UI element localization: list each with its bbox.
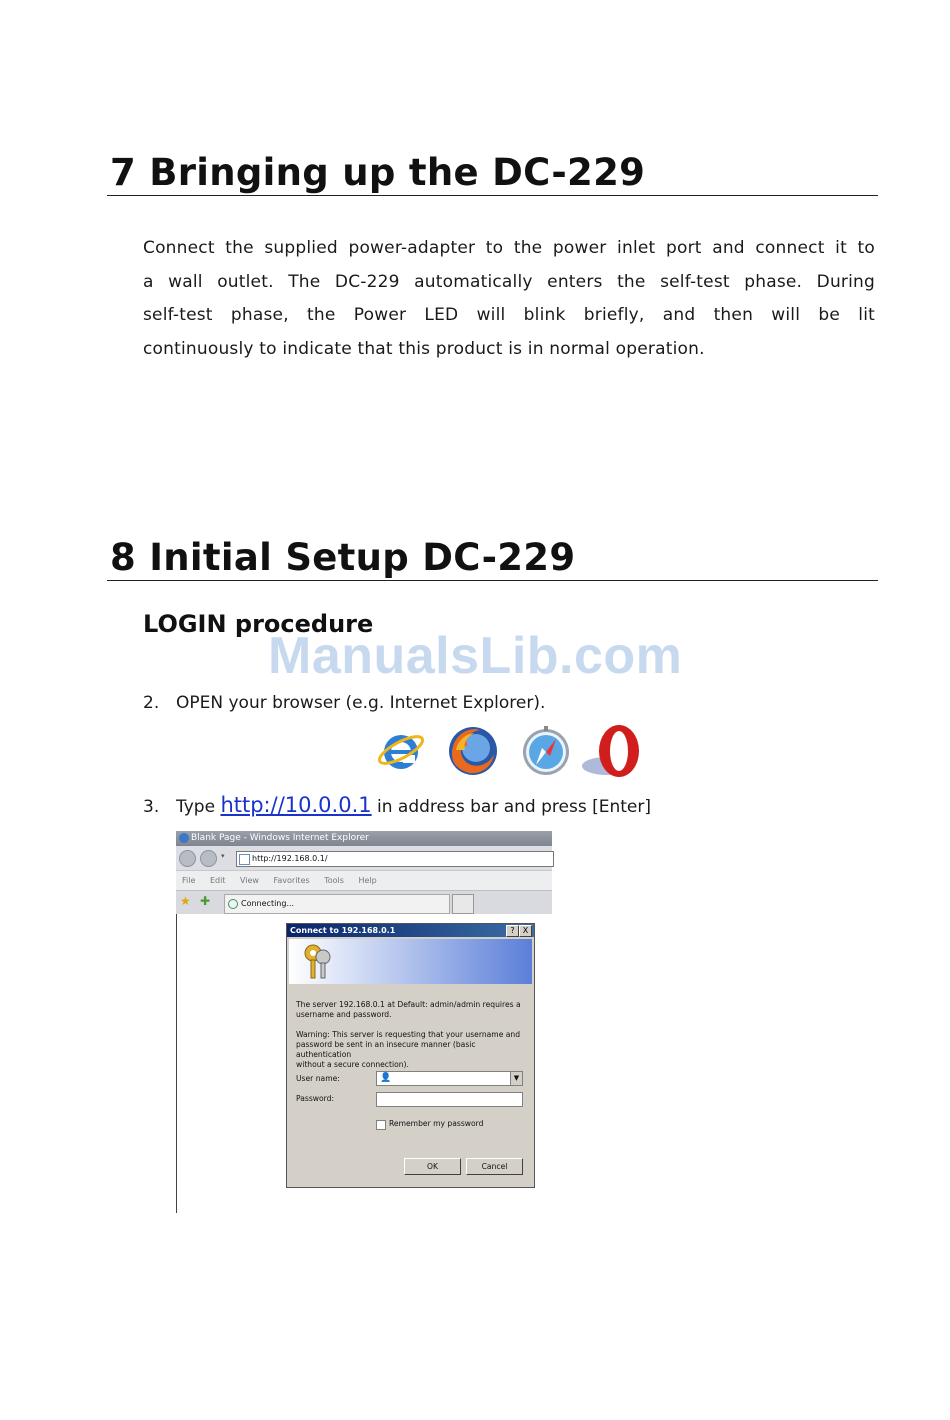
- add-favorite-icon[interactable]: ✚: [200, 894, 211, 908]
- router-address-link[interactable]: http://10.0.0.1: [220, 793, 372, 817]
- favorites-star-icon[interactable]: ★: [180, 894, 191, 908]
- paragraph-line: Connect the supplied power-adapter to the power inlet port and connect it to: [143, 238, 875, 258]
- remember-password-checkbox[interactable]: [376, 1120, 386, 1130]
- section-7-paragraph: [143, 232, 875, 367]
- history-dropdown-icon[interactable]: ▾: [221, 852, 225, 860]
- ok-button[interactable]: OK: [404, 1158, 461, 1175]
- paragraph-line: self-test phase, the Power LED will blink briefly, and then will be lit: [143, 305, 875, 326]
- menu-help[interactable]: Help: [358, 876, 377, 885]
- message-line: username and password.: [296, 1010, 392, 1019]
- section-8-heading: 8 Initial Setup DC-229: [110, 536, 576, 579]
- remember-password-label: Remember my password: [389, 1119, 484, 1128]
- window-title: Blank Page - Windows Internet Explorer: [191, 833, 369, 843]
- step-number: 2.: [143, 693, 160, 713]
- browser-tabbar: [176, 890, 552, 915]
- browser-login-screenshot: [176, 831, 552, 1213]
- firefox-icon: [446, 724, 500, 778]
- section-8-rule: [107, 580, 878, 581]
- warning-line: password be sent in an insecure manner (basic authentication: [296, 1040, 476, 1059]
- browser-navbar: [176, 846, 552, 870]
- dialog-warning: [296, 1030, 528, 1070]
- menu-edit[interactable]: Edit: [209, 876, 226, 885]
- safari-icon: [520, 725, 572, 777]
- keys-icon: [301, 943, 335, 981]
- browser-menubar: [176, 870, 552, 891]
- help-button[interactable]: ?: [506, 925, 519, 937]
- page-icon: [239, 854, 250, 865]
- section-7-rule: [107, 195, 878, 196]
- step-text-prefix: Type: [176, 797, 221, 817]
- internet-explorer-icon: [376, 726, 426, 776]
- browser-titlebar: [176, 831, 552, 846]
- address-bar[interactable]: [236, 851, 554, 867]
- ie-logo-icon: [179, 833, 189, 843]
- username-combo[interactable]: [376, 1071, 523, 1086]
- menu-file[interactable]: File: [182, 876, 196, 885]
- login-dialog: [286, 923, 535, 1188]
- cancel-button[interactable]: Cancel: [466, 1158, 523, 1175]
- browser-icons: [376, 724, 646, 780]
- login-procedure-heading: LOGIN procedure: [143, 610, 374, 638]
- warning-line: Warning: This server is requesting that your username and: [296, 1030, 521, 1039]
- address-text: http://192.168.0.1/: [252, 854, 328, 863]
- step-number: 3.: [143, 797, 160, 817]
- paragraph-line: continuously to indicate that this product is in normal operation.: [143, 339, 705, 360]
- warning-line: without a secure connection).: [296, 1060, 409, 1069]
- back-icon[interactable]: [179, 850, 196, 867]
- menu-tools[interactable]: Tools: [324, 876, 344, 885]
- tab-connecting[interactable]: [224, 894, 450, 914]
- manualslib-watermark: ManualsLib.com: [268, 627, 683, 685]
- step-2: [143, 693, 545, 713]
- chevron-down-icon[interactable]: ▼: [510, 1072, 522, 1085]
- user-icon: 👤: [380, 1073, 392, 1083]
- password-field[interactable]: [376, 1092, 523, 1107]
- dialog-banner: [289, 939, 532, 984]
- forward-icon[interactable]: [200, 850, 217, 867]
- step-3: [143, 793, 651, 817]
- section-7-heading: 7 Bringing up the DC-229: [110, 151, 646, 194]
- dialog-titlebar: [287, 924, 534, 937]
- message-line: The server 192.168.0.1 at Default: admin/admin requires a: [296, 1000, 521, 1009]
- close-button[interactable]: X: [519, 925, 532, 937]
- step-text-suffix: in address bar and press [Enter]: [371, 797, 651, 817]
- username-label: User name:: [296, 1074, 340, 1083]
- step-text: OPEN your browser (e.g. Internet Explorer).: [176, 693, 546, 713]
- password-label: Password:: [296, 1094, 335, 1103]
- menu-favorites[interactable]: Favorites: [273, 876, 310, 885]
- paragraph-line: a wall outlet. The DC-229 automatically enters the self-test phase. During: [143, 271, 875, 292]
- new-tab-button[interactable]: [452, 894, 474, 914]
- dialog-message: [296, 1000, 528, 1020]
- opera-icon: [581, 724, 647, 780]
- loading-icon: [228, 899, 238, 909]
- menu-view[interactable]: View: [239, 876, 259, 885]
- tab-label: Connecting...: [241, 899, 295, 908]
- dialog-title: Connect to 192.168.0.1: [290, 926, 396, 935]
